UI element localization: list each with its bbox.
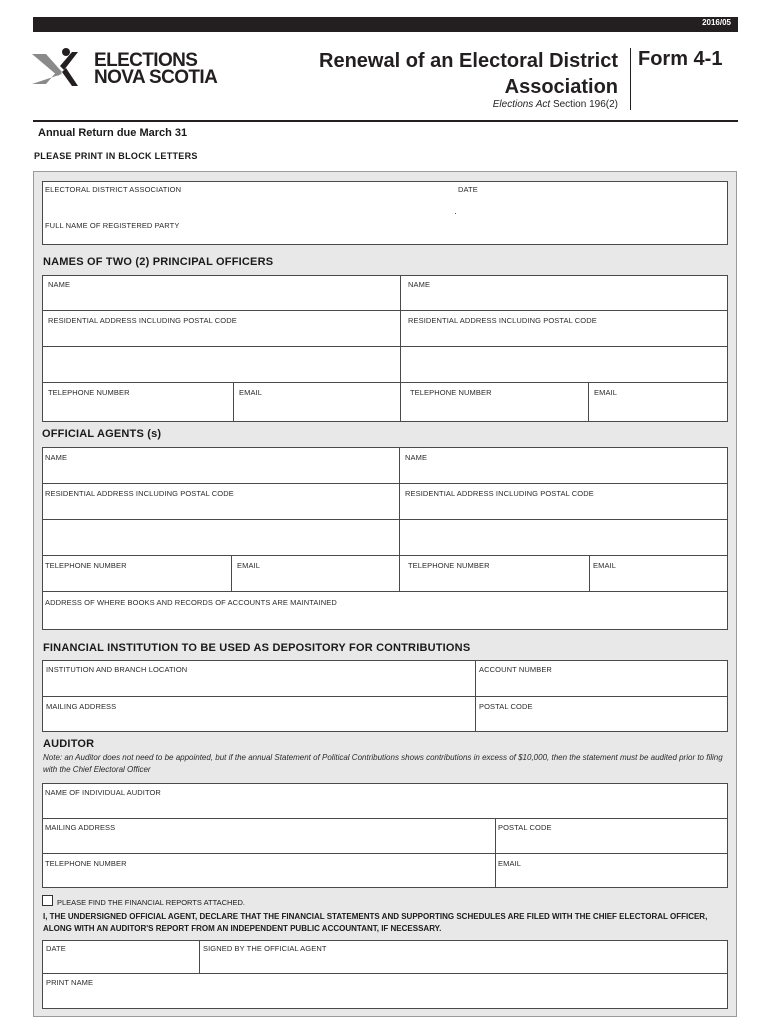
date-field[interactable]	[455, 182, 727, 213]
act-reference	[493, 99, 618, 110]
act-section: Section 196(2)	[552, 99, 618, 110]
officers-row-2	[43, 346, 727, 347]
title-line-1: Renewal of an Electoral District	[319, 50, 618, 72]
annual-return-note: Annual Return due March 31	[38, 127, 188, 139]
officer1-address-label: RESIDENTIAL ADDRESS INCLUDING POSTAL CODE	[48, 316, 237, 325]
title-line-2: Association	[504, 76, 618, 98]
auditor-row-1	[43, 818, 727, 819]
officers-sub-divider-1	[233, 382, 234, 421]
agent1-name-label: NAME	[45, 453, 68, 462]
logo-line-1: ELECTIONS	[94, 50, 198, 71]
officer1-email-label: EMAIL	[239, 388, 263, 397]
auditor-row-2	[43, 853, 727, 854]
logo-line-2: NOVA SCOTIA	[94, 67, 218, 88]
agents-row-4	[43, 591, 727, 592]
agents-sub-divider-2	[589, 555, 590, 591]
financial-heading: FINANCIAL INSTITUTION TO BE USED AS DEPOSITORY FOR CONTRIBUTIONS	[43, 642, 471, 654]
auditor-mailing-label: MAILING ADDRESS	[45, 823, 116, 832]
agents-row-3	[43, 555, 727, 556]
agent2-address-label: RESIDENTIAL ADDRESS INCLUDING POSTAL CODE	[405, 489, 594, 498]
account-number-label: ACCOUNT NUMBER	[479, 665, 552, 674]
agents-row-1	[43, 483, 727, 484]
auditor-phone-label: TELEPHONE NUMBER	[45, 859, 127, 868]
signature-box	[42, 940, 728, 1009]
agent2-name-label: NAME	[405, 453, 428, 462]
auditor-note: Note: an Auditor does not need to be appointed, but if the annual Statement of Political Contributions shows contributions in excess of $10,000, then the statement must be audited prior to filing with the Chief Electoral Officer	[43, 753, 723, 774]
officers-sub-divider-2	[588, 382, 589, 421]
auditor-name-label: NAME OF INDIVIDUAL AUDITOR	[45, 788, 161, 797]
officers-row-1	[43, 310, 727, 311]
agent1-phone-label: TELEPHONE NUMBER	[45, 561, 127, 570]
reports-attached-checkbox[interactable]	[42, 895, 53, 906]
institution-label: INSTITUTION AND BRANCH LOCATION	[46, 665, 188, 674]
date-label: DATE	[458, 185, 478, 194]
reports-attached-label: PLEASE FIND THE FINANCIAL REPORTS ATTACHED.	[57, 898, 245, 907]
signature-date-label: DATE	[46, 944, 66, 953]
financial-postal-label: POSTAL CODE	[479, 702, 533, 711]
agents-sub-divider-1	[231, 555, 232, 591]
agent2-email-label: EMAIL	[593, 561, 617, 570]
signature-row-divider	[43, 973, 727, 974]
auditor-col-divider	[495, 818, 496, 887]
header-rule	[33, 120, 738, 122]
financial-mailing-label: MAILING ADDRESS	[46, 702, 117, 711]
print-name-label: PRINT NAME	[46, 978, 94, 987]
party-label: FULL NAME OF REGISTERED PARTY	[45, 221, 180, 230]
officers-heading: NAMES OF TWO (2) PRINCIPAL OFFICERS	[43, 256, 274, 268]
books-records-label: ADDRESS OF WHERE BOOKS AND RECORDS OF ACCOUNTS ARE MAINTAINED	[45, 598, 337, 607]
auditor-postal-label: POSTAL CODE	[498, 823, 552, 832]
auditor-heading: AUDITOR	[43, 738, 95, 750]
form-version: 2016/05	[702, 18, 731, 27]
officer2-address-label: RESIDENTIAL ADDRESS INCLUDING POSTAL CODE	[408, 316, 597, 325]
form-title	[319, 48, 618, 100]
officer1-phone-label: TELEPHONE NUMBER	[48, 388, 130, 397]
officer2-name-label: NAME	[408, 280, 431, 289]
logo-mark-icon	[32, 48, 92, 90]
officer1-name-label: NAME	[48, 280, 71, 289]
declaration-statement: I, THE UNDERSIGNED OFFICIAL AGENT, DECLARE THAT THE FINANCIAL STATEMENTS AND SUPPORTING SCHEDULES ARE FILED WITH THE CHIEF ELECTORAL OFFICER, ALONG WITH AN AUDITOR'S REPORT FROM AN INDEPENDENT PUBLIC ACCOUNTANT, IF NECESSARY.	[43, 912, 708, 933]
print-instruction: PLEASE PRINT IN BLOCK LETTERS	[34, 151, 198, 161]
header-divider	[630, 48, 631, 110]
agent1-address-label: RESIDENTIAL ADDRESS INCLUDING POSTAL CODE	[45, 489, 234, 498]
signed-by-label: SIGNED BY THE OFFICIAL AGENT	[203, 944, 327, 953]
agents-heading: OFFICIAL AGENTS (s)	[42, 428, 162, 440]
auditor-email-label: EMAIL	[498, 859, 522, 868]
act-name: Elections Act	[492, 99, 551, 110]
agent1-email-label: EMAIL	[237, 561, 261, 570]
signature-col-divider	[199, 941, 200, 973]
elections-ns-logo	[32, 48, 218, 90]
auditor-box	[42, 783, 728, 888]
officers-row-3	[43, 382, 727, 383]
officer2-email-label: EMAIL	[594, 388, 618, 397]
financial-row-divider	[43, 696, 727, 697]
officers-col-divider	[400, 276, 401, 421]
agents-row-2	[43, 519, 727, 520]
eda-label: ELECTORAL DISTRICT ASSOCIATION	[45, 185, 182, 194]
officers-box	[42, 275, 728, 422]
top-bar	[33, 17, 738, 32]
agent2-phone-label: TELEPHONE NUMBER	[408, 561, 490, 570]
form-number: Form 4-1	[638, 48, 723, 70]
officer2-phone-label: TELEPHONE NUMBER	[410, 388, 492, 397]
